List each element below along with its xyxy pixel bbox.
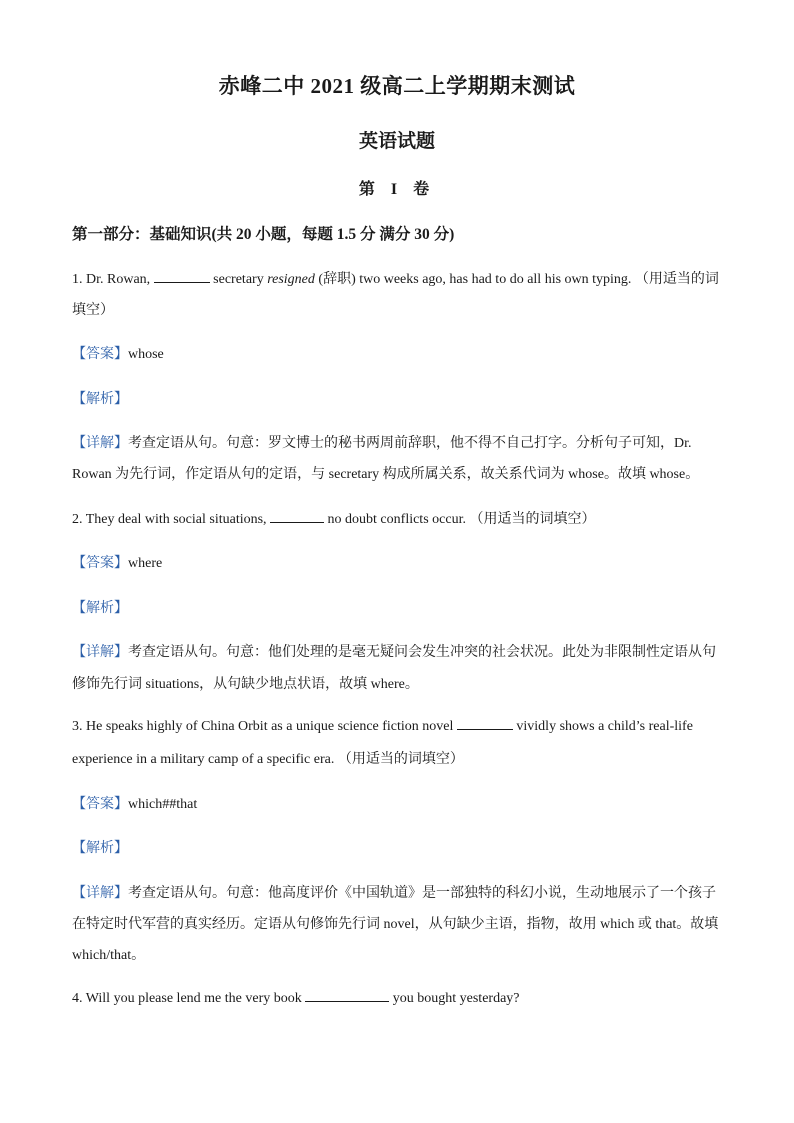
section-heading: 第一部分：基础知识(共 20 小题，每题 1.5 分 满分 30 分) (72, 226, 455, 243)
question-1-italic-word: resigned (267, 272, 315, 287)
question-3-blank (457, 717, 513, 730)
detail-label: 【详解】 (72, 436, 128, 451)
question-2 (72, 508, 722, 528)
question-3-text-start: 3. He speaks highly of China Orbit as a unique science fiction novel (72, 719, 457, 734)
question-2-analysis-label: 【解析】 (72, 601, 128, 616)
answer-value: where (128, 556, 163, 571)
answer-label: 【答案】 (72, 347, 128, 362)
question-1 (72, 268, 722, 288)
question-4-blank (305, 989, 389, 1002)
detail-text: 考查定语从句。句意：他们处理的是毫无疑问会发生冲突的社会状况。此处为非限制性定语从句 (128, 645, 716, 660)
question-2-answer (72, 552, 722, 572)
question-4-text-end: you bought yesterday? (389, 991, 520, 1006)
question-2-detail (72, 641, 722, 661)
question-1-detail-line2: Rowan 为先行词，作定语从句的定语，与 secretary 构成所属关系，故关系代词为 whose。故填 whose。 (72, 467, 700, 482)
question-3-text-end: vividly shows a child’s real-life (512, 719, 693, 734)
question-1-text-end: (辞职) two weeks ago, has had to do all his own typing. （用适当的词 (314, 272, 719, 287)
question-3 (72, 717, 722, 735)
volume-title: 第 I 卷 (358, 181, 436, 198)
question-4-text-start: 4. Will you please lend me the very book (72, 991, 306, 1006)
question-3-analysis-label: 【解析】 (72, 841, 128, 856)
question-1-line2: 填空） (72, 303, 114, 318)
question-3-detail (72, 882, 722, 902)
exam-title: 赤峰二中 2021 级高二上学期期末测试 (218, 74, 576, 98)
answer-label: 【答案】 (72, 556, 128, 571)
detail-label: 【详解】 (72, 886, 128, 901)
detail-text: 考查定语从句。句意：罗文博士的秘书两周前辞职，他不得不自己打字。分析句子可知，Dr. (128, 436, 692, 451)
detail-label: 【详解】 (72, 645, 128, 660)
question-3-detail-line2: 在特定时代军营的真实经历。定语从句修饰先行词 novel，从句缺少主语，指物，故用 which 或 that。故填 (72, 917, 719, 932)
answer-label: 【答案】 (72, 797, 128, 812)
subject-title: 英语试题 (358, 131, 435, 152)
answer-value: which##that (128, 797, 198, 812)
question-4 (72, 989, 722, 1007)
question-1-blank (154, 270, 210, 283)
question-3-answer (72, 793, 722, 813)
question-2-blank (270, 510, 324, 523)
question-2-text-start: 2. They deal with social situations, (72, 512, 271, 527)
question-1-analysis-label: 【解析】 (72, 392, 128, 407)
question-1-text-mid: secretary (209, 272, 268, 287)
question-1-detail (72, 432, 722, 452)
question-2-detail-line2: 修饰先行词 situations，从句缺少地点状语，故填 where。 (72, 677, 419, 692)
question-3-line2: experience in a military camp of a specific era. （用适当的词填空） (72, 752, 464, 767)
question-1-text-start: 1. Dr. Rowan, (72, 272, 154, 287)
question-2-text-end: no doubt conflicts occur. （用适当的词填空） (324, 512, 596, 527)
question-1-answer (72, 343, 722, 363)
answer-value: whose (128, 347, 164, 362)
detail-text: 考查定语从句。句意：他高度评价《中国轨道》是一部独特的科幻小说，生动地展示了一个孩子 (128, 886, 716, 901)
question-3-detail-line3: which/that。 (72, 948, 146, 963)
